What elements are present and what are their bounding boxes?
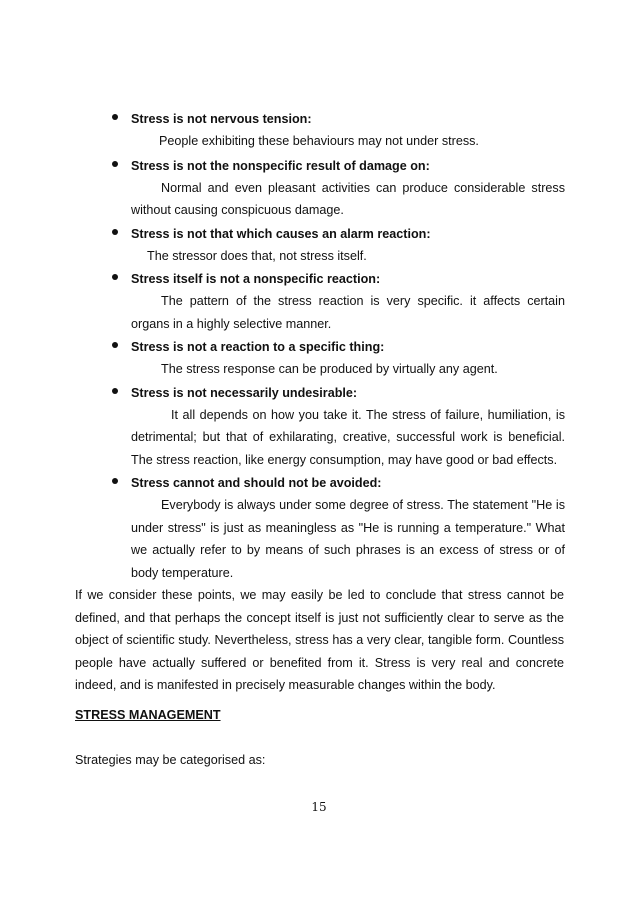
list-item: [105, 382, 565, 472]
bullet-icon: [112, 114, 118, 120]
list-item: [105, 268, 565, 335]
bullet-heading: Stress is not the nonspecific result of damage on:: [131, 158, 430, 173]
bullet-heading: Stress is not necessarily undesirable:: [131, 385, 358, 400]
bullet-heading: Stress is not nervous tension:: [131, 112, 312, 126]
bullet-heading: Stress is not that which causes an alarm reaction:: [131, 226, 431, 241]
stress-points-list: [105, 108, 565, 584]
bullet-heading: Stress is not a reaction to a specific thing:: [131, 340, 385, 354]
bullet-icon: [112, 388, 118, 394]
bullet-text: Normal and even pleasant activities can produce considerable stress without causing conspicuous damage.: [131, 180, 565, 217]
bullet-heading: Stress cannot and should not be avoided:: [131, 476, 382, 490]
bullet-icon: [112, 229, 118, 235]
conclusion-paragraph: If we consider these points, we may easily be led to conclude that stress cannot be defined, and that perhaps the concept itself is just not sufficiently clear to serve as the object of scientific study. Nevertheless, stress has a very clear, tangible form. Countless people have actually suffered or benefited from it. Stress is very real and concrete indeed, and is manifested in precisely measurable changes within the body.: [75, 588, 564, 692]
bullet-icon: [112, 274, 118, 280]
bullet-heading: Stress itself is not a nonspecific reaction:: [131, 272, 381, 286]
bullet-icon: [112, 478, 118, 484]
list-item: [105, 336, 565, 381]
list-item: [105, 472, 565, 584]
bullet-text: The pattern of the stress reaction is very specific. it affects certain organs in a highly selective manner.: [131, 294, 565, 331]
bullet-icon: [112, 161, 118, 167]
bullet-text: Everybody is always under some degree of stress. The statement "He is under stress" is just as meaningless as "He is running a temperature." What we actually refer to by means of such phrases is an excess of stress or of body temperature.: [131, 498, 565, 580]
section-heading: STRESS MANAGEMENT: [75, 708, 221, 722]
bullet-text: People exhibiting these behaviours may not under stress.: [159, 134, 479, 148]
strategies-intro: Strategies may be categorised as:: [75, 753, 266, 767]
list-item: [105, 223, 565, 268]
page-number: 15: [311, 800, 327, 814]
bullet-text: The stressor does that, not stress itself.: [147, 248, 367, 263]
bullet-text: The stress response can be produced by virtually any agent.: [161, 362, 498, 376]
list-item: [105, 108, 565, 153]
bullet-text: It all depends on how you take it. The stress of failure, humiliation, is detrimental; but that of exhilarating, creative, successful work is beneficial. The stress reaction, like energy consumption, may have good or bad effects.: [131, 407, 565, 467]
bullet-icon: [112, 342, 118, 348]
list-item: [105, 155, 565, 222]
